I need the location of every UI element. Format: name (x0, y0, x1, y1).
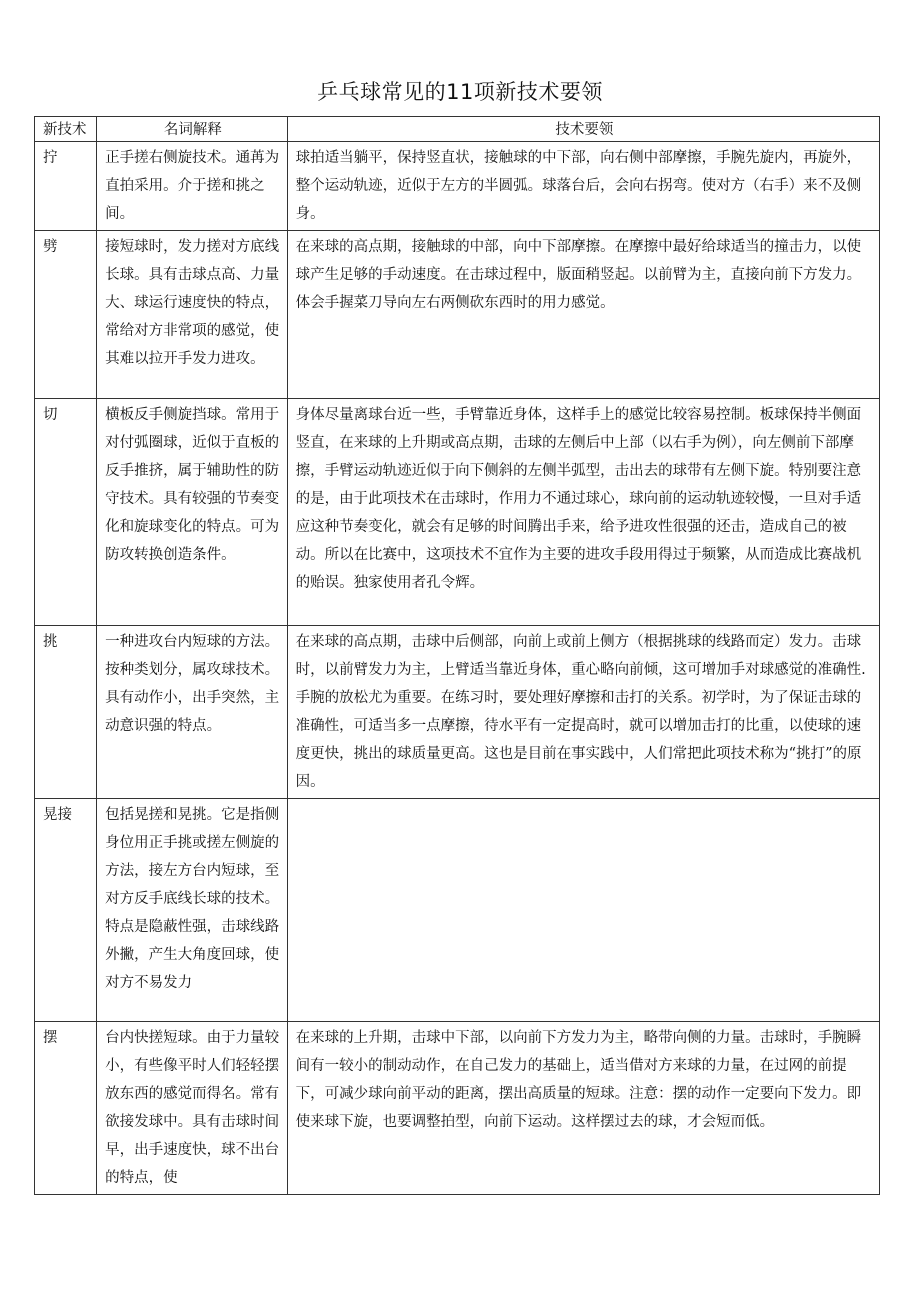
document-title: 乒乓球常见的11项新技术要领 (317, 80, 603, 104)
technique-essentials: 球拍适当躺平，保持竖直状，接触球的中下部，向右侧中部摩擦，手腕先旋内，再旋外，整个运动轨迹，近似于左方的半圆弧。球落台后，会向右拐弯。使对方（右手）来不及侧身。 (287, 142, 879, 231)
technique-name: 拧 (35, 142, 97, 231)
technique-name: 摆 (35, 1022, 97, 1195)
technique-explanation: 台内快搓短球。由于力量较小，有些像平时人们轻轻摆放东西的感觉而得名。常有欲接发球中。具有击球时间早，出手速度快，球不出台的特点，使 (97, 1022, 288, 1195)
technique-explanation: 包括晃搓和晃挑。它是指侧身位用正手挑或搓左侧旋的方法，接左方台内短球，至对方反手底线长球的技术。特点是隐蔽性强，击球线路外撇，产生大角度回球，使对方不易发力 (97, 799, 288, 1022)
technique-explanation: 横板反手侧旋挡球。常用于对付弧圈球，近似于直板的反手推挤，属于辅助性的防守技术。具有较强的节奏变化和旋球变化的特点。可为防攻转换创造条件。 (97, 399, 288, 626)
table-row (35, 231, 880, 399)
table-row (35, 1022, 880, 1195)
table-header-row (35, 117, 880, 142)
technique-essentials: 在来球的高点期，接触球的中部，向中下部摩擦。在摩擦中最好给球适当的撞击力，以使球产生足够的手动速度。在击球过程中，版面稍竖起。以前臂为主，直接向前下方发力。体会手握菜刀导向左右两侧砍东西时的用力感觉。 (287, 231, 879, 399)
technique-essentials: 身体尽量离球台近一些，手臂靠近身体，这样手上的感觉比较容易控制。板球保持半侧面竖直，在来球的上升期或高点期，击球的左侧后中上部（以右手为例），向左侧前下部摩擦，手臂运动轨迹近似于向下侧斜的左侧半弧型，击出去的球带有左侧下旋。特别要注意的是，由于此项技术在击球时，作用力不通过球心，球向前的运动轨迹较慢，一旦对手适应这种节奏变化，就会有足够的时间腾出手来，给予进攻性很强的还击，造成自己的被动。所以在比赛中，这项技术不宜作为主要的进攻手段用得过于频繁，从而造成比赛战机的贻误。独家使用者孔令辉。 (287, 399, 879, 626)
header-essentials: 技术要领 (287, 117, 879, 142)
technique-explanation: 正手搓右侧旋技术。通苒为直拍采用。介于搓和挑之 间。 (97, 142, 288, 231)
header-explanation: 名词解释 (97, 117, 288, 142)
technique-essentials: 在来球的上升期，击球中下部，以向前下方发力为主，略带向侧的力量。击球时，手腕瞬间有一较小的制动动作，在自己发力的基础上，适当借对方来球的力量，在过网的前提下，可减少球向前平动的距离，摆出高质量的短球。注意：摆的动作一定要向下发力。即使来球下旋，也要调整拍型，向前下运动。这样摆过去的球，才会短而低。 (287, 1022, 879, 1195)
technique-essentials (287, 799, 879, 1022)
table-row (35, 799, 880, 1022)
table-row (35, 142, 880, 231)
table-row (35, 399, 880, 626)
technique-name: 劈 (35, 231, 97, 399)
table-row (35, 626, 880, 799)
techniques-table (34, 116, 880, 1195)
technique-essentials: 在来球的高点期，击球中后侧部，向前上或前上侧方（根据挑球的线路而定）发力。击球时，以前臂发力为主，上臂适当靠近身体，重心略向前倾，这可增加手对球感觉的准确性.手腕的放松尤为重要。在练习时，要处理好摩擦和击打的关系。初学时，为了保证击球的准确性，可适当多一点摩擦，待水平有一定提高时，就可以增加击打的比重，以使球的速度更快，挑出的球质量更高。这也是目前在事实践中，人们常把此项技术称为“挑打”的原因。 (287, 626, 879, 799)
header-technique: 新技术 (35, 117, 97, 142)
technique-explanation: 接短球时，发力搓对方底线长球。具有击球点高、力量大、球运行速度快的特点，常给对方非常项的感觉，使其难以拉开手发力进攻。 (97, 231, 288, 399)
technique-explanation: 一种进攻台内短球的方法。按种类划分，属攻球技术。具有动作小，出手突然，主动意识强的特点。 (97, 626, 288, 799)
technique-name: 切 (35, 399, 97, 626)
technique-name: 晃接 (35, 799, 97, 1022)
technique-name: 挑 (35, 626, 97, 799)
